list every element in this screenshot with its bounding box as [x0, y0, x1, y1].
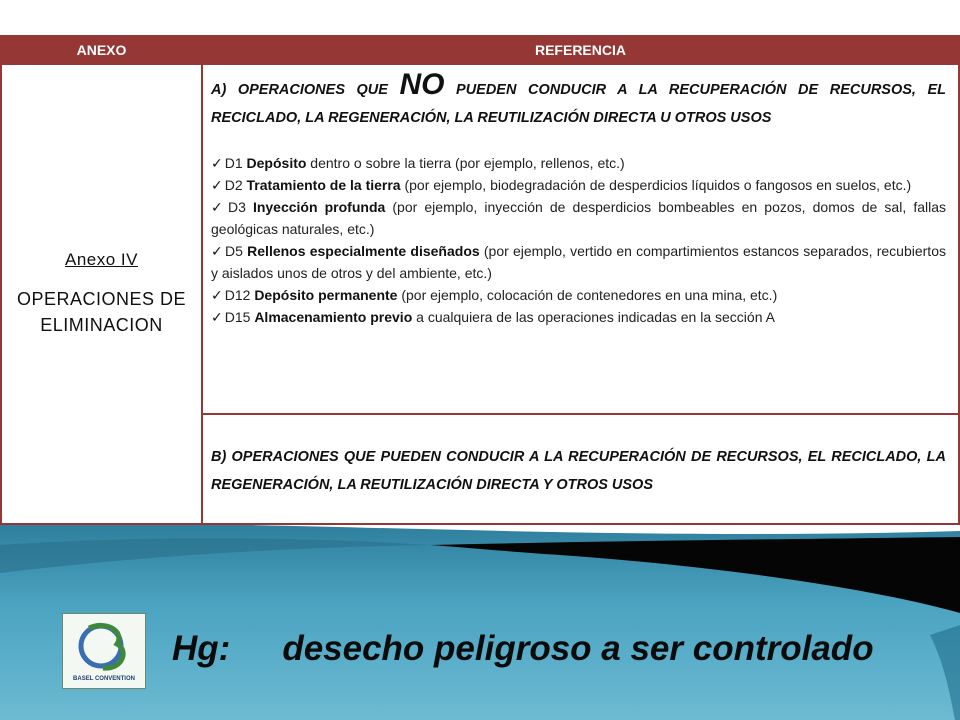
- operation-item: [211, 306, 946, 328]
- annex-title: Anexo IV: [65, 249, 138, 269]
- section-b-heading: B) OPERACIONES QUE PUEDEN CONDUCIR A LA RECUPERACIÓN DE RECURSOS, EL RECICLADO, LA REGENERACIÓN, LA REUTILIZACIÓN DIRECTA Y OTROS USOS: [211, 449, 946, 493]
- footer-caption: [172, 629, 874, 669]
- section-b-cell: [202, 414, 959, 524]
- operation-term: Depósito: [246, 155, 307, 171]
- checkmark-icon: ✓: [211, 287, 223, 303]
- checkmark-icon: ✓: [211, 155, 223, 171]
- caption-text: desecho peligroso a ser controlado: [282, 629, 874, 668]
- operation-item: [211, 196, 946, 240]
- operation-code: D2: [224, 177, 247, 193]
- operation-description: (por ejemplo, inyección de desperdicios bombeables en pozos, domos de sal, fallas geológicas naturales, etc.): [211, 199, 947, 237]
- logo-text: BASEL CONVENTION: [73, 676, 135, 682]
- checkmark-icon: ✓: [211, 243, 224, 259]
- operation-code: D15: [224, 309, 255, 325]
- operation-term: Depósito permanente: [254, 287, 398, 303]
- basel-convention-logo: [62, 613, 146, 689]
- annex-cell: [1, 64, 202, 524]
- operation-description: (por ejemplo, biodegradación de desperdicios líquidos o fangosos en suelos, etc.): [400, 177, 912, 193]
- operation-item: [211, 240, 946, 284]
- operations-list: [211, 152, 946, 328]
- operation-term: Tratamiento de la tierra: [246, 177, 401, 193]
- checkmark-icon: ✓: [211, 309, 223, 325]
- operation-description: dentro o sobre la tierra (por ejemplo, rellenos, etc.): [306, 155, 625, 171]
- operation-code: D3: [227, 199, 253, 215]
- caption-label: Hg:: [172, 629, 231, 668]
- operation-description: a cualquiera de las operaciones indicadas en la sección A: [412, 309, 775, 325]
- section-a-heading-prefix: A) OPERACIONES QUE: [211, 82, 400, 98]
- operation-term: Inyección profunda: [252, 199, 386, 215]
- operation-code: D1: [224, 155, 247, 171]
- annex-subtitle: OPERACIONES DE ELIMINACION: [16, 288, 187, 335]
- section-a-heading-emphasis: NO: [399, 68, 445, 101]
- basel-logo-icon: [63, 614, 145, 688]
- operation-item: [211, 174, 946, 196]
- operation-code: D5: [225, 243, 248, 259]
- operation-term: Rellenos especialmente diseñados: [247, 243, 480, 259]
- operation-item: [211, 284, 946, 306]
- annex-table: [0, 35, 960, 525]
- section-a-heading: [211, 68, 946, 132]
- operation-term: Almacenamiento previo: [254, 309, 413, 325]
- checkmark-icon: ✓: [211, 177, 223, 193]
- operation-description: (por ejemplo, vertido en compartimientos estancos separados, recubiertos y aislados unos de otros y del ambiente, etc.): [211, 243, 946, 281]
- operation-description: (por ejemplo, colocación de contenedores en una mina, etc.): [397, 287, 778, 303]
- header-annex: ANEXO: [1, 36, 202, 64]
- footer-banner: [0, 525, 960, 720]
- section-a-cell: [202, 64, 959, 414]
- header-reference: REFERENCIA: [202, 36, 959, 64]
- checkmark-icon: ✓: [211, 199, 226, 215]
- operation-code: D12: [224, 287, 255, 303]
- operation-item: [211, 152, 946, 174]
- section-a-heading-suffix: PUEDEN CONDUCIR A LA RECUPERACIÓN DE RECURSOS, EL RECICLADO, LA REGENERACIÓN, LA REUTILIZACIÓN DIRECTA U OTROS USOS: [211, 82, 946, 126]
